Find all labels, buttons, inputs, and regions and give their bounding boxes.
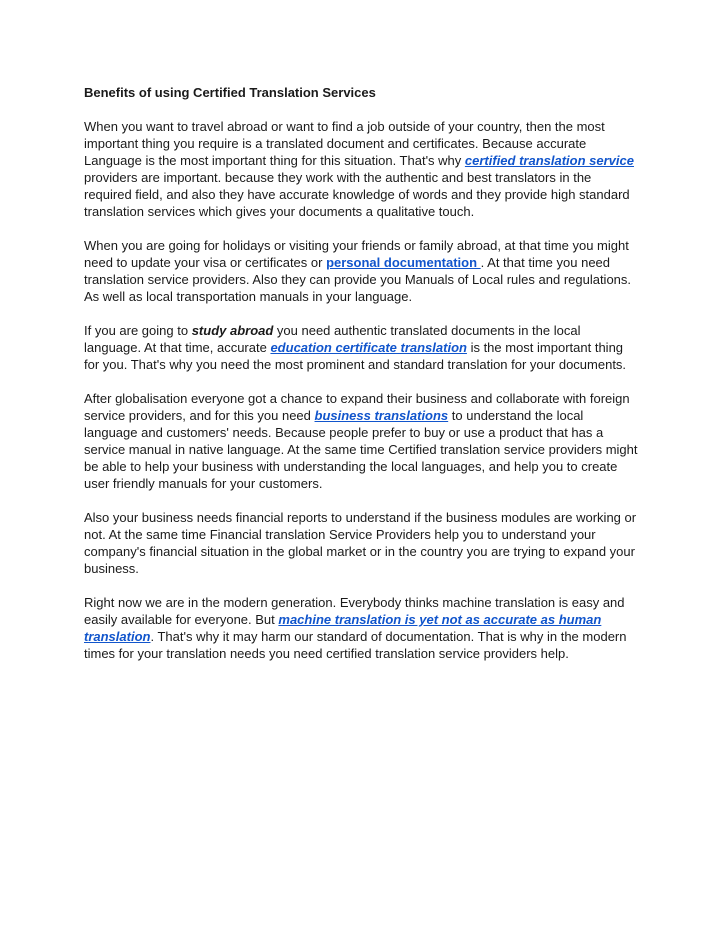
paragraph-5 [84, 509, 640, 577]
paragraph-1-text-b: providers are important. because they work with the authentic and best translators in the required field, and also they have accurate knowledge of words and they provide high standard translation services which gives your documents a qualitative touch. [84, 170, 630, 219]
paragraph-1-text-a: When you want to travel abroad or want to find a job outside of your country, then the most important thing you require is a translated document and certificates. Because accurate Language is the most important thing for this situation. That's why [84, 119, 605, 168]
paragraph-6-text-b: . That's why it may harm our standard of documentation. That is why in the modern times for your translation needs you need certified translation service providers help. [84, 629, 627, 661]
paragraph-3 [84, 322, 640, 373]
paragraph-4-text-b: to understand the local language and customers' needs. Because people prefer to buy or use a product that has a service manual in native language. At the same time Certified translation service providers might be able to help your business with understanding the local languages, and help you to create user friendly manuals for your customers. [84, 408, 638, 491]
certified-translation-service-link[interactable]: certified translation service [464, 153, 634, 168]
paragraph-3-text-a: If you are going to [84, 323, 192, 338]
paragraph-4 [84, 390, 640, 492]
paragraph-2-text-b: . At that time you need translation service providers. Also they can provide you Manuals of Local rules and regulations. As well as local transportation manuals in your language. [84, 255, 632, 304]
paragraph-5-text: Also your business needs financial reports to understand if the business modules are working or not. At the same time Financial translation Service Providers help you to understand your company's financial situation in the global market or in the country you are trying to expand your business. [84, 510, 637, 576]
paragraph-6 [84, 594, 640, 662]
personal-documentation-link[interactable]: personal documentation [326, 255, 481, 270]
paragraph-2-text-a: When you are going for holidays or visiting your friends or family abroad, at that time you might need to update your visa or certificates or [84, 238, 629, 270]
paragraph-3-text-c: is the most important thing for you. That's why you need the most prominent and standard translation for your documents. [84, 340, 627, 372]
paragraph-3-text-b: you need authentic translated documents in the local language. At that time, accurate [84, 323, 581, 355]
document-title: Benefits of using Certified Translation Services [84, 85, 376, 100]
paragraph-1 [84, 118, 640, 220]
document-page [84, 84, 640, 679]
study-abroad-emphasis: study abroad [191, 323, 274, 338]
paragraph-4-text-a: After globalisation everyone got a chance to expand their business and collaborate with foreign service providers, and for this you need [84, 391, 630, 423]
education-certificate-translation-link[interactable]: education certificate translation [270, 340, 467, 355]
paragraph-6-text-a: Right now we are in the modern generation. Everybody thinks machine translation is easy and easily available for everyone. But [84, 595, 625, 627]
machine-translation-link[interactable]: machine translation is yet not as accurate as human translation [84, 612, 602, 644]
paragraph-2 [84, 237, 640, 305]
business-translations-link[interactable]: business translations [314, 408, 449, 423]
